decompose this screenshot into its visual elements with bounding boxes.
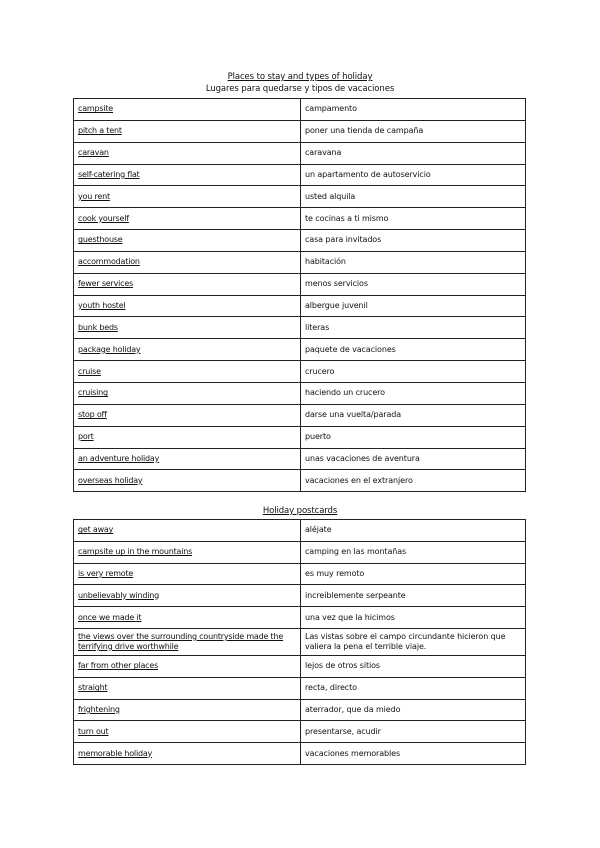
spanish-translation: un apartamento de autoservicio [301, 164, 526, 186]
spanish-translation: casa para invitados [301, 230, 526, 252]
english-term: cook yourself [74, 208, 301, 230]
english-term: get away [74, 520, 301, 542]
table-row [74, 404, 526, 426]
table-row [74, 164, 526, 186]
spanish-translation: es muy remoto [301, 563, 526, 585]
english-term: turn out [74, 721, 301, 743]
spanish-translation: paquete de vacaciones [301, 339, 526, 361]
spanish-translation: recta, directo [301, 677, 526, 699]
english-term: far from other places [74, 655, 301, 677]
spanish-translation: unas vacaciones de aventura [301, 448, 526, 470]
table-row [74, 677, 526, 699]
table-row [74, 361, 526, 383]
table-row [74, 721, 526, 743]
section1-subtitle: Lugares para quedarse y tipos de vacaciones [205, 84, 395, 94]
table-row [74, 251, 526, 273]
english-term: pitch a tent [74, 120, 301, 142]
vocab-table-places [73, 98, 526, 492]
spanish-translation: crucero [301, 361, 526, 383]
english-term: straight [74, 677, 301, 699]
table-row [74, 142, 526, 164]
table-row [74, 628, 526, 655]
table-row [74, 607, 526, 629]
table-row [74, 339, 526, 361]
english-term: the views over the surrounding countryside made the terrifying drive worthwhile [74, 628, 301, 655]
english-term: you rent [74, 186, 301, 208]
spanish-translation: te cocinas a ti mismo [301, 208, 526, 230]
table-row [74, 426, 526, 448]
table-row [74, 563, 526, 585]
table-row [74, 655, 526, 677]
spanish-translation: increíblemente serpeante [301, 585, 526, 607]
table-row [74, 230, 526, 252]
spanish-translation: haciendo un crucero [301, 382, 526, 404]
english-term: guesthouse [74, 230, 301, 252]
spanish-translation: campamento [301, 99, 526, 121]
english-term: youth hostel [74, 295, 301, 317]
spanish-translation: habitación [301, 251, 526, 273]
english-term: cruising [74, 382, 301, 404]
spanish-translation: vacaciones en el extranjero [301, 470, 526, 492]
table-row [74, 520, 526, 542]
english-term: package holiday [74, 339, 301, 361]
spanish-translation: lejos de otros sitios [301, 655, 526, 677]
english-term: unbelievably winding [74, 585, 301, 607]
english-term: cruise [74, 361, 301, 383]
spanish-translation: literas [301, 317, 526, 339]
table-row [74, 585, 526, 607]
table-row [74, 382, 526, 404]
spanish-translation: vacaciones memorables [301, 743, 526, 765]
spanish-translation: puerto [301, 426, 526, 448]
spanish-translation: darse una vuelta/parada [301, 404, 526, 426]
spanish-translation: aléjate [301, 520, 526, 542]
table-row [74, 120, 526, 142]
section1-title: Places to stay and types of holiday [227, 72, 373, 82]
spanish-translation: presentarse, acudir [301, 721, 526, 743]
english-term: overseas holiday [74, 470, 301, 492]
section2-title: Holiday postcards [262, 506, 338, 516]
table-row [74, 317, 526, 339]
english-term: port [74, 426, 301, 448]
table-row [74, 743, 526, 765]
english-term: campsite up in the mountains [74, 541, 301, 563]
spanish-translation: albergue juvenil [301, 295, 526, 317]
table-row [74, 186, 526, 208]
english-term: memorable holiday [74, 743, 301, 765]
vocab-table-postcards [73, 519, 526, 765]
english-term: bunk beds [74, 317, 301, 339]
english-term: an adventure holiday [74, 448, 301, 470]
table-row [74, 448, 526, 470]
table-row [74, 541, 526, 563]
english-term: caravan [74, 142, 301, 164]
table-row [74, 470, 526, 492]
table-row [74, 273, 526, 295]
table-row [74, 295, 526, 317]
english-term: fewer services [74, 273, 301, 295]
english-term: frightening [74, 699, 301, 721]
spanish-translation: Las vistas sobre el campo circundante hicieron que valiera la pena el terrible viaje. [301, 628, 526, 655]
spanish-translation: poner una tienda de campaña [301, 120, 526, 142]
spanish-translation: caravana [301, 142, 526, 164]
english-term: is very remote [74, 563, 301, 585]
spanish-translation: menos servicios [301, 273, 526, 295]
english-term: once we made it [74, 607, 301, 629]
spanish-translation: una vez que la hicimos [301, 607, 526, 629]
english-term: stop off [74, 404, 301, 426]
english-term: self-catering flat [74, 164, 301, 186]
english-term: campsite [74, 99, 301, 121]
spanish-translation: camping en las montañas [301, 541, 526, 563]
spanish-translation: usted alquila [301, 186, 526, 208]
english-term: accommodation [74, 251, 301, 273]
table-row [74, 208, 526, 230]
table-row [74, 99, 526, 121]
spanish-translation: aterrador, que da miedo [301, 699, 526, 721]
table-row [74, 699, 526, 721]
